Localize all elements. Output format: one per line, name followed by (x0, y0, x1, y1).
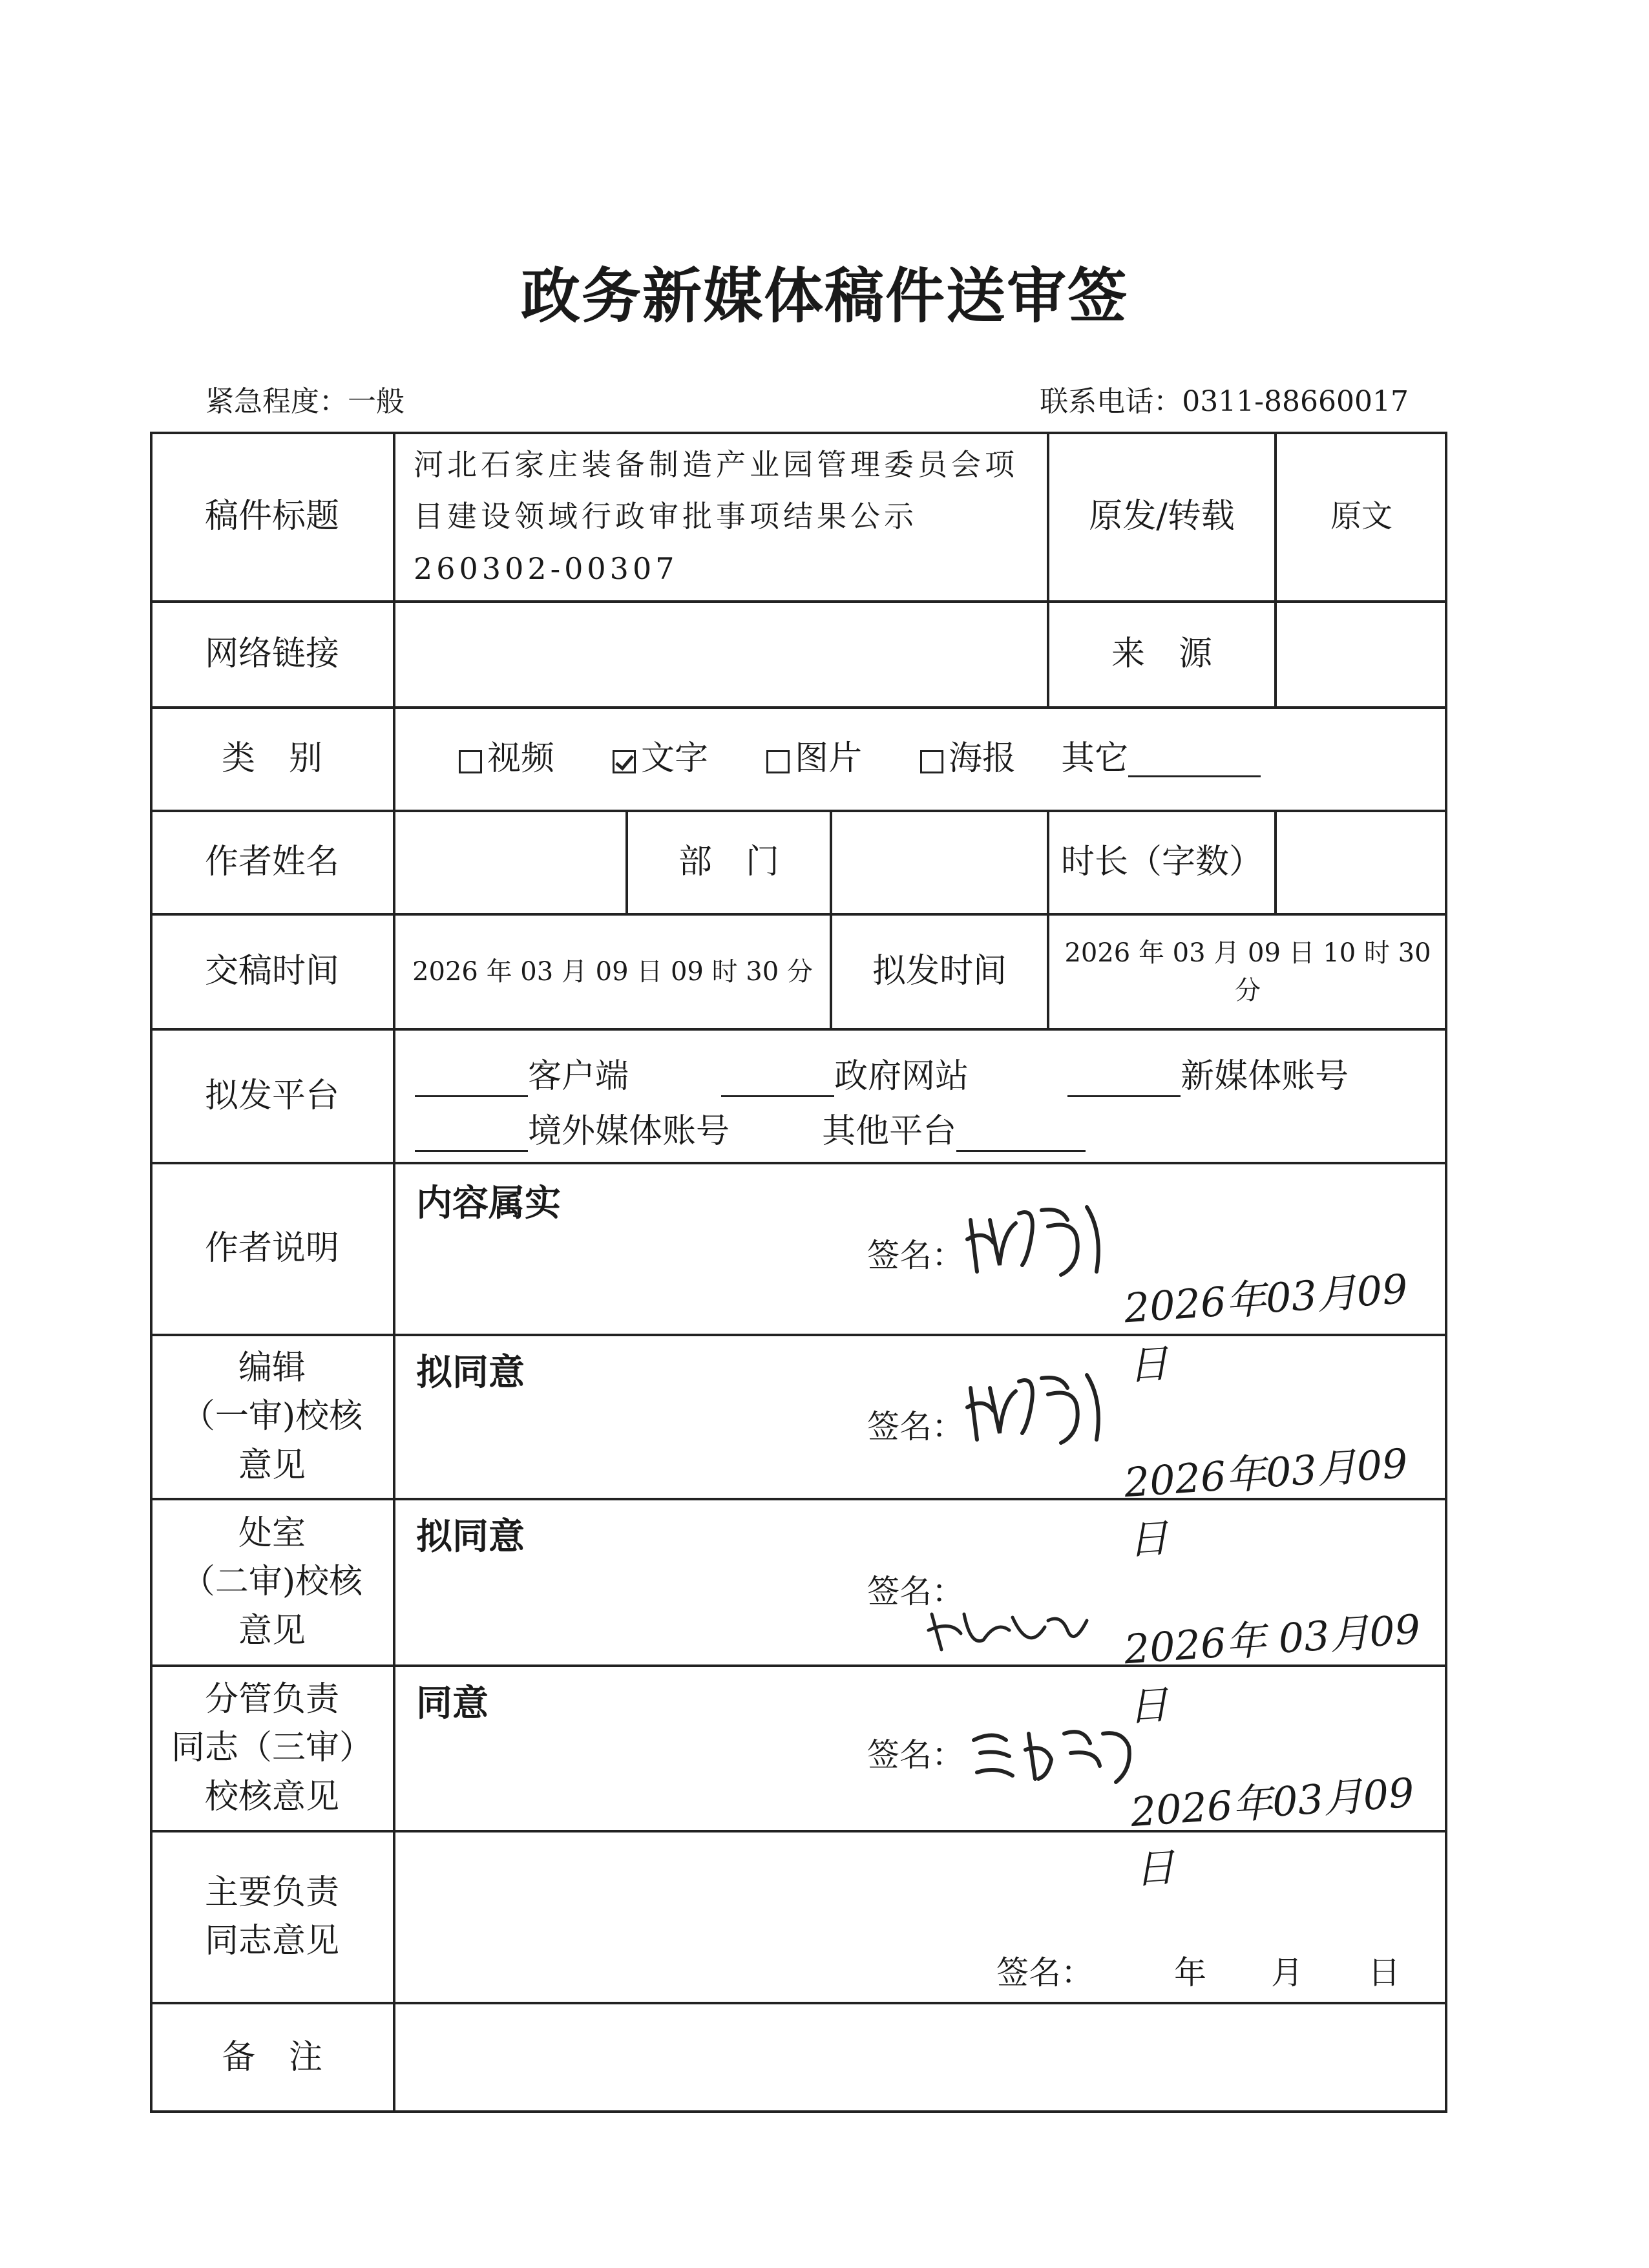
label-deputy-line-3: 校核意见 (204, 1777, 339, 1816)
original-repost-value: 原文 (1330, 498, 1392, 534)
checkbox-text-checked[interactable] (613, 750, 636, 773)
remarks-value[interactable] (394, 2003, 1447, 2113)
category-image[interactable] (766, 735, 862, 783)
author-signature-icon (964, 1194, 1113, 1285)
category-image-label: 图片 (795, 739, 863, 779)
platform-overseas-blank[interactable] (415, 1117, 528, 1152)
platform-line-1 (415, 1049, 1349, 1097)
label-network-link: 网络链接 (204, 635, 339, 674)
source-value[interactable] (1276, 602, 1447, 708)
deputy-signature-icon (967, 1714, 1148, 1792)
editor-opinion: 拟同意 (416, 1351, 525, 1394)
label-editor-line-3: 意见 (238, 1445, 306, 1485)
category-text[interactable] (613, 735, 708, 783)
label-deputy-line-2: 同志（三审） (171, 1728, 373, 1768)
platform-line-2 (415, 1104, 1086, 1152)
label-deputy-review (150, 1666, 394, 1831)
office-opinion: 拟同意 (416, 1515, 525, 1558)
document-title: 政务新媒体稿件送审签 (520, 261, 1128, 331)
author-sign-label: 签名： (867, 1237, 964, 1274)
label-submit-time: 交稿时间 (204, 952, 339, 991)
deputy-sign-label: 签名： (867, 1736, 964, 1774)
review-form (150, 432, 1447, 2113)
chief-sign-date-line: 签名： 年 月 日 (996, 1954, 1400, 1991)
office-signature-icon (925, 1601, 1093, 1659)
contact-phone: 联系电话：0311-88660017 (1040, 385, 1409, 418)
label-chief-line-2: 同志意见 (204, 1922, 339, 1960)
checkbox-video[interactable] (459, 750, 482, 773)
platform-other-label: 其他平台 (822, 1112, 957, 1151)
label-chief-review (150, 1831, 394, 2003)
deputy-opinion: 同意 (416, 1682, 488, 1725)
author-date: 2026年03月09日 (1122, 1265, 1409, 1390)
platform-overseas-label: 境外媒体账号 (528, 1112, 730, 1151)
label-author-name: 作者姓名 (204, 843, 339, 882)
category-poster[interactable] (920, 735, 1016, 783)
label-manuscript-title: 稿件标题 (204, 496, 339, 536)
author-opinion: 内容属实 (416, 1182, 561, 1224)
editor-signature-icon (964, 1362, 1113, 1453)
editor-date: 2026年03月09日 (1122, 1439, 1409, 1564)
label-editor-review (150, 1335, 394, 1499)
label-planned-time: 拟发时间 (872, 952, 1007, 991)
network-link-value[interactable] (394, 602, 1048, 708)
platform-new-media-label: 新媒体账号 (1181, 1057, 1349, 1096)
office-date: 2026年 03月09 日 (1122, 1605, 1422, 1731)
category-video[interactable] (459, 735, 554, 783)
label-chief-line-1: 主要负责 (204, 1873, 339, 1912)
label-remarks: 备 注 (221, 2038, 322, 2077)
category-other-blank[interactable] (1128, 742, 1261, 777)
label-office-review (150, 1499, 394, 1666)
checkbox-image[interactable] (766, 750, 790, 773)
category-text-label: 文字 (641, 739, 709, 779)
category-options (394, 708, 1447, 811)
label-office-line-1: 处室 (238, 1513, 306, 1553)
label-platform: 拟发平台 (204, 1076, 339, 1115)
author-name-value[interactable] (394, 811, 627, 914)
department-value[interactable] (831, 811, 1048, 914)
label-category: 类 别 (221, 739, 322, 779)
label-source: 来 源 (1111, 635, 1212, 674)
label-author-note: 作者说明 (204, 1229, 339, 1268)
label-deputy-line-1: 分管负责 (204, 1679, 339, 1719)
category-poster-label: 海报 (949, 739, 1016, 779)
planned-time-value: 2026 年 03 月 09 日 10 时 30 分 (1064, 938, 1431, 1005)
checkbox-poster[interactable] (920, 750, 943, 773)
platform-new-media-blank[interactable] (1067, 1062, 1181, 1097)
manuscript-title-value: 河北石家庄装备制造产业园管理委员会项目建设领域行政审批事项结果公示260302-00307 (414, 446, 1018, 586)
platform-client-blank[interactable] (415, 1062, 528, 1097)
label-office-line-2: （二审)校核 (181, 1562, 363, 1602)
label-department: 部 门 (678, 843, 779, 882)
label-editor-line-1: 编辑 (238, 1348, 306, 1387)
deputy-date: 2026年03月09日 (1129, 1769, 1416, 1893)
submit-time-value: 2026 年 03 月 09 日 09 时 30 分 (412, 957, 813, 987)
label-office-line-3: 意见 (238, 1611, 306, 1650)
platform-gov-site-blank[interactable] (721, 1062, 834, 1097)
label-editor-line-2: （一审)校核 (181, 1397, 363, 1436)
duration-value[interactable] (1276, 811, 1447, 914)
editor-sign-label: 签名： (867, 1408, 964, 1445)
platform-gov-site-label: 政府网站 (834, 1057, 969, 1096)
category-other-label: 其它 (1061, 739, 1129, 779)
category-video-label: 视频 (487, 739, 555, 779)
platform-other-blank[interactable] (956, 1117, 1086, 1152)
urgency-level: 紧急程度：一般 (205, 385, 404, 418)
platform-client-label: 客户端 (528, 1057, 629, 1096)
label-original-repost: 原发/转载 (1089, 496, 1235, 536)
label-duration: 时长（字数） (1060, 843, 1263, 882)
office-sign-label: 签名： (867, 1573, 964, 1610)
